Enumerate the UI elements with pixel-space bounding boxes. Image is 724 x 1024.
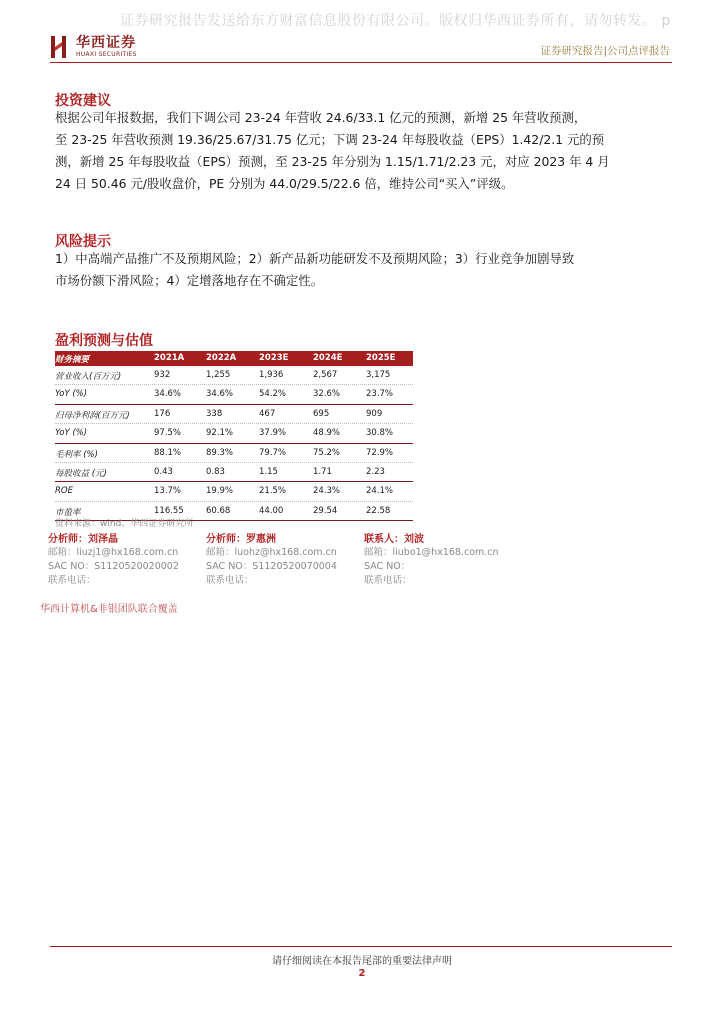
table-cell: 21.5% xyxy=(259,486,287,497)
table-cell: 467 xyxy=(259,408,276,419)
analyst-card xyxy=(48,530,208,586)
coverage-team-note: 华西计算机&非银团队联合覆盖 xyxy=(40,604,178,615)
table-row xyxy=(55,366,413,385)
table-cell: 1.71 xyxy=(313,466,332,477)
table-cell: ROE xyxy=(55,486,73,497)
report-type-label: 证券研究报告|公司点评报告 xyxy=(540,45,670,57)
company-logo xyxy=(50,33,137,61)
table-cell: 1.15 xyxy=(259,466,278,477)
huaxi-logo-icon xyxy=(50,34,70,60)
table-header-cell: 财务摘要 xyxy=(55,355,90,365)
table-cell: 1,936 xyxy=(259,370,284,380)
table-cell: 75.2% xyxy=(313,447,341,458)
legal-disclaimer: 请仔细阅读在本报告尾部的重要法律声明 xyxy=(272,956,452,967)
table-row xyxy=(55,385,413,404)
table-cell: 909 xyxy=(366,408,383,419)
table-cell: 毛利率 (%) xyxy=(55,449,98,460)
table-cell: 695 xyxy=(313,408,330,419)
table-cell: 19.9% xyxy=(206,486,234,497)
table-cell: 338 xyxy=(206,408,223,419)
investment-title: 投资建议 xyxy=(55,93,111,109)
table-row xyxy=(55,444,413,463)
table-cell: YoY (%) xyxy=(55,389,88,400)
analyst-card xyxy=(206,530,366,586)
analyst-email: 邮箱：liuzj1@hx168.com.cn xyxy=(48,547,179,558)
analyst-phone: 联系电话： xyxy=(48,575,96,586)
table-header-row xyxy=(55,351,413,366)
table-header-cell: 2021A xyxy=(154,353,185,363)
contact-name: 联系人：刘波 xyxy=(364,534,424,545)
table-cell: 23.7% xyxy=(366,389,394,400)
footer-divider xyxy=(50,946,672,947)
logo-text-en: HUAXI SECURITIES xyxy=(76,51,137,58)
table-cell: 34.6% xyxy=(154,389,182,400)
table-cell: 30.8% xyxy=(366,428,394,439)
table-cell: 89.3% xyxy=(206,447,234,458)
contact-email: 邮箱：liubo1@hx168.com.cn xyxy=(364,547,499,558)
table-cell: 0.43 xyxy=(154,466,173,477)
data-source-note: 资料来源：wind、华西证券研究所 xyxy=(55,519,194,529)
table-cell: 1,255 xyxy=(206,370,231,380)
table-header-cell: 2024E xyxy=(313,353,343,363)
table-cell: 29.54 xyxy=(313,505,338,516)
analyst-name: 分析师：刘泽晶 xyxy=(48,534,118,545)
investment-line: 24 日 50.46 元/股收盘价，PE 分别为 44.0/29.5/22.6 倍，维持公司“买入”评级。 xyxy=(55,176,514,191)
table-row xyxy=(55,482,413,501)
table-header-cell: 2025E xyxy=(366,353,396,363)
risk-line: 市场份额下滑风险；4）定增落地存在不确定性。 xyxy=(55,273,324,288)
table-cell: 24.1% xyxy=(366,486,394,497)
table-cell: 归母净利润(百万元) xyxy=(55,410,130,421)
risk-line: 1）中高端产品推广不及预期风险；2）新产品新功能研发不及预期风险；3）行业竞争加剧导致 xyxy=(55,251,575,266)
watermark: 证券研究报告发送给东方财富信息股份有限公司。版权归华西证券所有，请勿转发。 p xyxy=(120,13,671,29)
table-cell: 88.1% xyxy=(154,447,182,458)
table-cell: 营业收入(百万元) xyxy=(55,372,122,382)
investment-paragraph xyxy=(55,107,670,195)
analyst-sac: SAC NO：S1120520070004 xyxy=(206,561,337,572)
analyst-name: 分析师：罗惠洲 xyxy=(206,534,276,545)
table-cell: 2.23 xyxy=(366,466,385,477)
table-cell: 22.58 xyxy=(366,505,391,516)
table-header-cell: 2023E xyxy=(259,353,289,363)
table-cell: 2,567 xyxy=(313,370,338,380)
contact-card xyxy=(364,530,524,586)
forecast-title: 盈利预测与估值 xyxy=(55,333,153,349)
table-cell: 0.83 xyxy=(206,466,225,477)
table-cell: 54.2% xyxy=(259,389,287,400)
table-row xyxy=(55,463,413,482)
analyst-sac: SAC NO：S1120520020002 xyxy=(48,561,179,572)
table-cell: 24.3% xyxy=(313,486,341,497)
table-cell: YoY (%) xyxy=(55,428,88,439)
table-row xyxy=(55,424,413,443)
contact-sac: SAC NO： xyxy=(364,561,411,572)
investment-line: 测，新增 25 年每股收益（EPS）预测，至 23-25 年分别为 1.15/1.71/2.23 元，对应 2023 年 4 月 xyxy=(55,154,610,169)
table-cell: 72.9% xyxy=(366,447,394,458)
table-cell: 60.68 xyxy=(206,505,231,516)
header-divider xyxy=(50,62,672,63)
table-cell: 每股收益 (元) xyxy=(55,468,107,479)
investment-line: 至 23-25 年营收预测 19.36/25.67/31.75 亿元；下调 23-24 年每股收益（EPS）1.42/2.1 元的预 xyxy=(55,132,605,147)
table-cell: 116.55 xyxy=(154,505,184,516)
page-number: 2 xyxy=(358,968,366,979)
table-cell: 79.7% xyxy=(259,447,287,458)
contact-phone: 联系电话： xyxy=(364,575,412,586)
table-cell: 37.9% xyxy=(259,428,287,439)
table-row xyxy=(55,405,413,424)
table-header-cell: 2022A xyxy=(206,353,237,363)
table-cell: 44.00 xyxy=(259,505,284,516)
risk-paragraph xyxy=(55,248,670,292)
table-cell: 13.7% xyxy=(154,486,182,497)
table-cell: 97.5% xyxy=(154,428,182,439)
logo-text-cn: 华西证券 xyxy=(76,35,136,51)
analyst-phone: 联系电话： xyxy=(206,575,254,586)
table-cell: 48.9% xyxy=(313,428,341,439)
analyst-email: 邮箱：luohz@hx168.com.cn xyxy=(206,547,337,558)
table-cell: 176 xyxy=(154,408,171,419)
table-cell: 34.6% xyxy=(206,389,234,400)
table-cell: 92.1% xyxy=(206,428,234,439)
table-cell: 市盈率 xyxy=(55,507,81,518)
forecast-table xyxy=(55,351,413,521)
table-cell: 3,175 xyxy=(366,370,391,380)
table-cell: 932 xyxy=(154,370,171,380)
investment-line: 根据公司年报数据，我们下调公司 23-24 年营收 24.6/33.1 亿元的预测，新增 25 年营收预测， xyxy=(55,110,587,125)
risk-title: 风险提示 xyxy=(55,234,111,250)
table-cell: 32.6% xyxy=(313,389,341,400)
